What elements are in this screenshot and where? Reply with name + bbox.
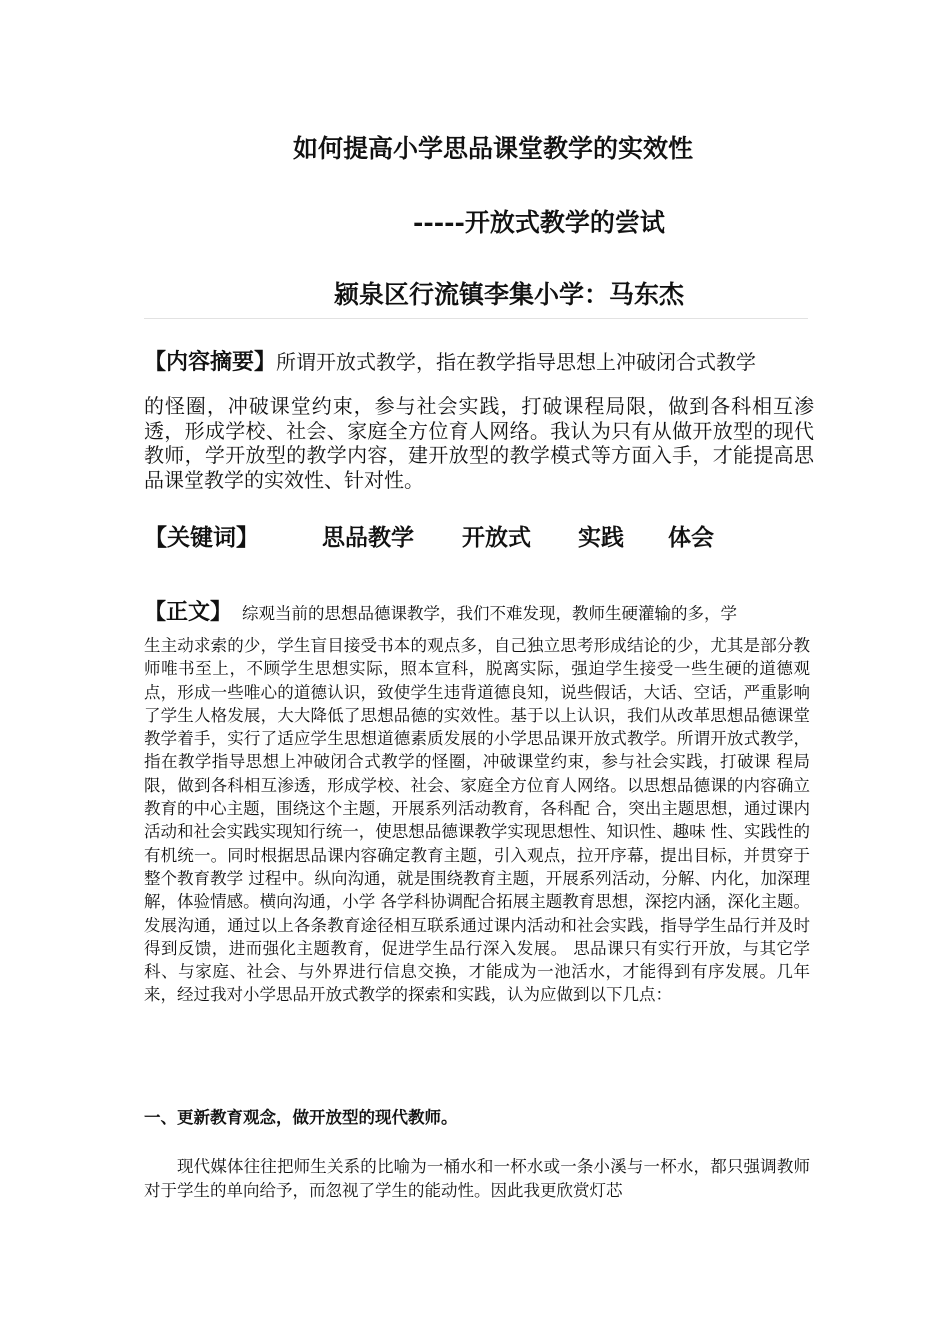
main-text-first-line bbox=[144, 596, 810, 634]
keyword-item: 体会 bbox=[668, 524, 714, 551]
document-title: 如何提高小学思品课堂教学的实效性 bbox=[292, 134, 693, 163]
main-text-section bbox=[144, 596, 810, 1007]
main-text-body: 生主动求索的少，学生盲目接受书本的观点多，自己独立思考形成结论的少，尤其是部分教师唯书至上，不顾学生思想实际，照本宣科，脱离实际，强迫学生接受一些生硬的道德观点，形成一些唯心的道德认识，致使学生违背道德良知，说些假话，大话、空话，严重影响了学生人格发展，大大降低了思想品德的实效性。基于以上认识，我们从改革思想品德课堂教学着手，实行了适应学生思想道德素质发展的小学思品课开放式教学。所谓开放式教学，指在教学指导思想上冲破闭合式教学的怪圈，冲破课堂约束，参与社会实践，打破课 程局限，做到各科相互渗透，形成学校、社会、家庭全方位育人网络。以思想品德课的内容确立教育的中心主题，围绕这个主题，开展系列活动教育，各科配 合，突出主题思想，通过课内活动和社会实践实现知行统一，使思想品德课教学实现思想性、知识性、趣味 性、实践性的有机统一。同时根据思品课内容确定教育主题，引入观点，拉开序幕，提出目标，并贯穿于整个教育教学 过程中。纵向沟通，就是围绕教育主题，开展系列活动，分解、内化，加深理解，体验情感。横向沟通，小学 各学科协调配合拓展主题教育思想，深挖内涵，深化主题。发展沟通，通过以上各条教育途径相互联系通过课内活动和社会实践，指导学生品行并及时得到反馈，进而强化主题教育，促进学生品行深入发展。 思品课只有实行开放，与其它学科、与家庭、社会、与外界进行信息交换，才能成为一池活水，才能得到有序发展。几年来，经过我对小学思品开放式教学的探索和实践，认为应做到以下几点： bbox=[144, 636, 810, 1005]
keyword-item: 思品教学 bbox=[322, 524, 414, 551]
abstract-label: 【内容摘要】 bbox=[144, 349, 277, 375]
header-divider bbox=[144, 318, 808, 319]
document-subtitle: -----开放式教学的尝试 bbox=[413, 208, 665, 237]
keyword-item: 开放式 bbox=[462, 524, 531, 551]
main-text-first-text: 综观当前的思想品德课教学，我们不难发现，教师生硬灌输的多，学 bbox=[242, 604, 738, 623]
abstract-text: 的怪圈，冲破课堂约束，参与社会实践，打破课程局限，做到各科相互渗透，形成学校、社会、家庭全方位育人网络。我认为只有从做开放型的现代教师，学开放型的教学内容，建开放型的教学模式等方面入手，才能提高思品课堂教学的实效性、针对性。 bbox=[144, 394, 814, 492]
keywords-label: 【关键词】 bbox=[144, 524, 259, 551]
abstract-first-text: 所谓开放式教学，指在教学指导思想上冲破闭合式教学 bbox=[276, 350, 757, 374]
abstract-section bbox=[144, 350, 814, 492]
keyword-item: 实践 bbox=[578, 524, 624, 551]
main-text-label: 【正文】 bbox=[144, 599, 233, 625]
document-author: 颍泉区行流镇李集小学：马东杰 bbox=[333, 280, 684, 309]
keywords-section bbox=[144, 522, 814, 554]
section-paragraph: 现代媒体往往把师生关系的比喻为一桶水和一杯水或一条小溪与一杯水，都只强调教师对于学生的单向给予，而忽视了学生的能动性。因此我更欣赏灯芯 bbox=[144, 1157, 810, 1200]
section-heading: 一、更新教育观念，做开放型的现代教师。 bbox=[144, 1108, 458, 1127]
abstract-first-line bbox=[144, 350, 814, 394]
